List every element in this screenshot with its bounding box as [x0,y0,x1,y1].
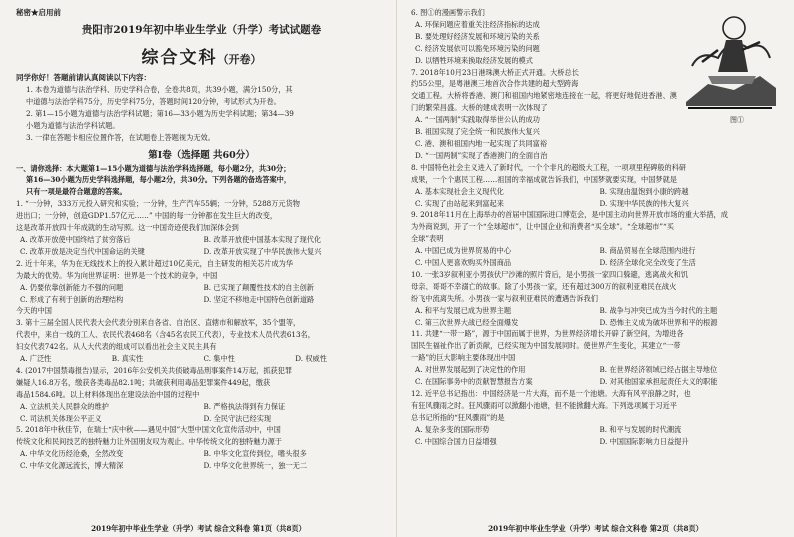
question-stem: 6. 图①的漫画警示我们 [411,8,485,17]
option-d: D. 中华文化世界统一，独一无二 [203,461,308,471]
question-stem: 母亲、哥哥不幸溺亡的故事。除了小男孩一家，还有超过300万的叙利亚难民在战火 [411,281,677,291]
question-stem: 交通工程。大桥将香港、澳门和祖国内地紧密地连接在一起，将更好地促进香港、澳 [411,91,677,101]
page-footer: 2019年初中毕业生学业（升学）考试 综合文科卷 第1页（共8页） [91,524,306,533]
option-b: B. 商品贸易在全球范围内进行 [599,246,696,256]
option-a: A. 和平与发展已成为世界主题 [415,305,512,315]
option-c: C. 实现了由站起来到富起来 [415,198,504,208]
question-1 [16,198,387,258]
notice-heading: 同学你好！答题前请认真阅读以下内容： [16,73,151,82]
question-9 [411,209,784,269]
question-stem: 10. 一张3岁叙利亚小男孩伏尸沙滩的照片背后，是小男孩一家四口躲避，逃离战火和饥 [411,269,689,279]
question-stem: 纷飞中流离失所。小男孩一家与叙利亚难民的遭遇告诉我们 [411,293,598,303]
section-description: 第16—30小题为历史学科选择题，每小题2分，共30分。下列各题的备选答案中， [26,175,292,185]
part-title: 第Ⅰ卷（选择题 共60分） [148,149,255,161]
option-row [411,424,784,436]
question-stem: 4. (2017中国禁毒报告)显示，2016年公安机关共侦破毒品刑事案件14万起，抓获犯罪 [16,365,293,375]
question-12 [411,388,784,448]
option-row [411,186,784,198]
option-b: B. 和平与发展的时代潮流 [599,424,682,434]
option-c: C. 港、澳和祖国内地一起实现了共同富裕 [415,138,548,148]
question-stem: 传统文化和民间技艺的独特魅力让外国朋友叹为观止。中华传统文化的独特魅力源于 [16,437,282,447]
exam-subtitle [16,43,387,68]
question-stem: 有狂风骤雨之时。狂风骤雨可以掀翻小池塘，但不能掀翻大海。下列选项属于习近平 [411,400,677,410]
question-10 [411,269,784,329]
stand-shape [708,76,756,84]
option-a: A. 改革开放使中国终结了贫穷落后 [20,234,131,244]
page-2 [397,0,794,537]
option-row [411,317,784,329]
option-b: B. 要处理好经济发展和环境污染的关系 [415,31,540,41]
question-extra: 今天的中国 [16,306,52,316]
option-d: D. 改革开放实现了中华民族伟大复兴 [203,246,322,256]
option-d: D. 全民守法已经实现 [203,413,272,423]
question-8 [411,162,784,210]
confidential-mark: 秘密★启用前 [16,8,61,17]
figure-caption: 图① [730,116,744,124]
question-stem: 全球”表明 [411,234,444,244]
question-stem: 为最大的优势。华为向世界证明：世界是一个技术的竞争，中国 [16,270,218,280]
question-stem: 这是改革开放四十年成就的生动写照。这一中国奇迹使我们加深体会到 [16,223,239,233]
option-d: D. “一国两制”实现了香港澳门的全面自治 [415,150,548,160]
section-description: 一、请你选择：本大题第1—15小题为道德与法治学科选择题，每小题2分，共30分； [16,163,291,173]
option-row [16,246,387,258]
page-footer: 2019年初中毕业生学业（升学）考试 综合文科卷 第2页（共8页） [488,524,703,533]
option-row [16,353,387,365]
option-b: B. 实现由温饱到小康的跨越 [599,186,689,196]
option-b: B. 战争与冲突已成为当今时代的主题 [599,305,718,315]
option-c: C. 集中性 [203,354,235,364]
question-stem: 门的繁荣昌盛。大桥的建成表明一次体现了 [411,103,548,113]
question-stem: 3. 第十三届全国人民代表大会代表分别来自各省、自治区、直辖市和解放军，35个盟等， [16,318,301,328]
question-stem: 12. 近平总书记指出：中国经济是一片大海，而不是一个池塘。大海有风平浪静之时，也 [411,389,691,398]
option-row [16,234,387,246]
question-stem: 为外商说到，开了一个“全球超市”，让中国企业和消费者“买全球”。“全球超市”“买 [411,222,674,232]
question-stem: 约55公里，是粤港澳三地首次合作共建的超大型跨海 [411,79,579,89]
notice-line: 小题为道德与法治学科试题。 [26,120,120,130]
option-row [411,436,784,448]
option-c: C. 在国际事务中的贡献智慧报告方案 [415,377,533,387]
question-stem: 国民生福祉作出了新贡献，已经实现为中国发展同时。使世界产生变化，其建立“一带 [411,341,681,351]
option-row [16,401,387,413]
option-c: C. 第三次世界大战已经全面爆发 [415,317,519,327]
option-row [16,282,387,294]
option-b: B. 在世界经济领域已经占据主导地位 [599,365,718,375]
option-a: A. 广泛性 [20,354,52,364]
option-c: C. 经济发展依可以豁免环境污染的问题 [415,43,540,53]
section-description: 只有一项是最符合题意的答案。 [26,187,127,197]
notice-line: 1. 本卷为道德与法治学科、历史学科合卷，全卷共8页，共39小题，满分150分，其 [26,85,293,94]
question-stem: 总书记所指的“狂风骤雨”的是 [411,412,505,422]
option-a: A. 环保问题应着重关注经济指标的达成 [415,19,540,29]
option-c: C. 形成了有利于创新的治理结构 [20,294,124,304]
option-b: B. 严格执法得到有力保证 [203,401,286,411]
option-d: D. 坚定不移地走中国特色创新道路 [203,294,315,304]
question-2 [16,258,387,318]
question-stem: 7. 2018年10月23日港珠澳大桥正式开通。大桥总长 [411,67,579,77]
option-c: C. 司法机关体现公平正义 [20,413,102,423]
question-4 [16,365,387,425]
option-row [411,305,784,317]
option-a: A. 中华文化历经沧桑，全然改变 [20,449,124,459]
option-a: A. “一国两制”实践取得举世公认的成功 [415,115,540,125]
question-stem: 11. 共建“一带一路”，源于中国而属于世界，为世界经济增长开辟了新空间，为增进各 [411,329,684,339]
option-b: B. 改革开放使中国基本实现了现代化 [203,234,322,244]
option-row [16,294,387,306]
option-b: B. 真实性 [111,354,144,364]
cartoon-figure [678,6,782,118]
option-d: D. 实现中华民族的伟大复兴 [599,198,689,208]
subject-name: 综合文科 [141,48,218,68]
question-stem: 5. 2018年中秋佳节，在瑞士“庆中秋——遇见中国”大型中国文化宣传活动中，中国 [16,425,281,435]
notice-line: 2. 第1—15小题为道德与法治学科试题；第16—33小题为历史学科试题；第34—39 [26,108,294,118]
option-d: D. 恐怖主义成为破坏世界和平的根源 [599,317,718,327]
option-c: C. 改革开放是决定当代中国命运的关键 [20,246,145,256]
exam-mode: （开卷） [217,53,262,66]
option-d: D. 权威性 [295,354,327,364]
option-row [16,460,387,472]
exam-title: 贵阳市2019年初中毕业生学业（升学）考试试题卷 [81,24,322,36]
option-row [411,257,784,269]
question-stem: 2. 近十年来，华为在无线技术上的投入累计超过10亿美元，自主研发的相关芯片成为华 [16,258,294,268]
option-a: A. 中国已成为世界贸易的中心 [415,246,512,256]
question-11 [411,328,784,388]
option-b: B. 祖国实现了完全统一和民族伟大复兴 [415,127,540,137]
notice-line: 中道德与法治学科75分，历史学科75分，答题时间120分钟，考试形式为开卷。 [26,96,281,106]
question-5 [16,424,387,472]
option-row [16,448,387,460]
option-d: D. 经济全球化完全改变了生活 [599,258,696,268]
option-row [411,376,784,388]
question-stem: 嫌疑人16.8万名，缴获各类毒品82.1吨；共破获利用毒品犯罪案件449起，缴获 [16,377,271,387]
question-3 [16,317,387,365]
option-b: B. 中华文化宣传到位，嗜头很多 [203,449,307,459]
option-d: D. 以牺牲环境来换取经济发展的模式 [415,55,533,65]
question-stem: 毒品1584.6吨。以上材料体现出在建设法治中国的过程中 [16,389,200,399]
option-row [411,245,784,257]
option-c: C. 中国人更喜欢购买外国商品 [415,258,512,268]
question-stem: 进出口；一分钟，创造GDP1.57亿元……” 中国的每一分钟都在发生巨大的改变， [16,211,278,221]
option-d: D. 中国国际影响力日益提升 [599,436,689,446]
option-d: D. 对其他国家承担起责任大义的职能 [599,377,718,387]
option-a: A. 复杂多变的国际形势 [415,424,490,434]
option-a: A. 立法机关人民群众的维护 [20,401,109,411]
option-a: A. 仍要依靠创新能力不强的问题 [20,282,124,292]
question-stem: 9. 2018年11月在上海举办的首届中国国际进口博览会，是中国主动向世界开放市场的重大举措，成 [411,210,728,220]
option-row [411,198,784,210]
question-stem: 妇女代表742名。从人大代表的组成可以看出社会主义民主具有 [16,342,217,352]
option-row [16,413,387,425]
question-stem: 1. “一分钟，333万元投入研究和实验；一分钟，生产汽车55辆；一分钟，5288万元货物 [16,199,300,209]
option-row [411,364,784,376]
question-stem: 成果，一个个惠民工程……祖国的幸福成就告诉我们，中国梦就要实现，中国梦就是 [411,174,677,184]
option-a: A. 基本实现社会主义现代化 [415,186,504,196]
option-b: B. 已实现了颠覆性技术的自主创新 [203,282,314,292]
option-a: A. 对世界发展起到了决定性的作用 [415,365,526,375]
option-c: C. 中国综合国力日益增强 [415,436,497,446]
option-c: C. 中华文化源远流长，博大精深 [20,461,124,471]
question-stem: 8. 中国特色社会主义进入了新时代，一个个非凡的超级大工程，一项项里程碑般的科研 [411,162,687,172]
notice-line: 3. 一律在答题卡相应位置作答，在试题卷上答题视为无效。 [26,132,215,142]
question-stem: 一路”的巨大影响主要体现出中国 [411,353,516,363]
question-stem: 代表中，来自一线的工人、农民代表468名（含45名农民工代表），专业技术人员代表613名， [16,330,315,340]
